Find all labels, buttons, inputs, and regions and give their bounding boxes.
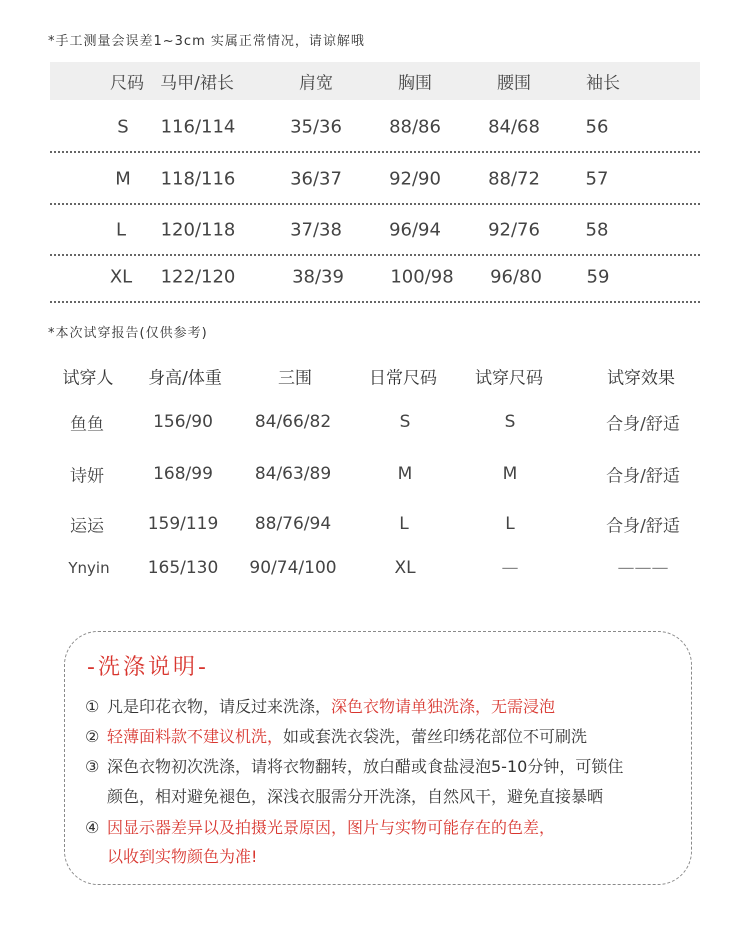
fit-size-cell: — bbox=[501, 558, 519, 578]
wash-item-3-cont bbox=[85, 784, 603, 807]
length-cell: 116/114 bbox=[160, 116, 236, 138]
size-table-header bbox=[50, 62, 700, 100]
item-number: ④ bbox=[85, 818, 100, 837]
header-measurements: 三围 bbox=[278, 368, 312, 389]
fitting-table-header bbox=[50, 356, 700, 396]
table-row bbox=[50, 204, 700, 256]
header-height-weight: 身高/体重 bbox=[148, 368, 222, 389]
item-number: ① bbox=[85, 697, 100, 716]
chest-cell: 92/90 bbox=[389, 168, 441, 190]
height-weight-cell: 159/119 bbox=[147, 514, 219, 534]
size-cell: M bbox=[115, 168, 131, 190]
shoulder-cell: 37/38 bbox=[290, 219, 342, 241]
measurement-note: *手工测量会误差1~3cm 实属正常情况，请谅解哦 bbox=[48, 34, 365, 49]
tester-cell: Ynyin bbox=[68, 559, 110, 577]
wash-text: 深色衣物初次洗涤，请将衣物翻转，放白醋或食盐浸泡5-10分钟，可锁住 bbox=[107, 757, 624, 776]
sleeve-cell: 57 bbox=[585, 168, 609, 190]
wash-warning: 深色衣物请单独洗涤，无需浸泡 bbox=[331, 697, 556, 716]
wash-warning: 轻薄面料款不建议机洗， bbox=[107, 727, 284, 746]
header-fit-size: 试穿尺码 bbox=[475, 368, 543, 389]
fit-size-cell: L bbox=[505, 514, 515, 534]
chest-cell: 88/86 bbox=[389, 116, 441, 138]
washing-instructions-box bbox=[64, 631, 692, 885]
length-cell: 118/116 bbox=[160, 168, 236, 190]
header-sleeve: 袖长 bbox=[586, 73, 620, 94]
chest-cell: 100/98 bbox=[390, 266, 454, 288]
fitting-report-note: *本次试穿报告(仅供参考) bbox=[48, 326, 208, 341]
fit-size-cell: M bbox=[502, 464, 518, 484]
length-cell: 122/120 bbox=[160, 266, 236, 288]
daily-size-cell: L bbox=[399, 514, 409, 534]
measurements-cell: 90/74/100 bbox=[249, 558, 337, 578]
shoulder-cell: 36/37 bbox=[290, 168, 342, 190]
header-tester: 试穿人 bbox=[62, 368, 114, 389]
wash-item-2 bbox=[85, 724, 587, 747]
table-row bbox=[50, 251, 700, 303]
measurements-cell: 84/63/89 bbox=[254, 464, 332, 484]
chest-cell: 96/94 bbox=[389, 219, 441, 241]
wash-text: 如或套洗衣袋洗，蕾丝印绣花部位不可刷洗 bbox=[283, 727, 588, 746]
table-row bbox=[50, 454, 700, 494]
height-weight-cell: 165/130 bbox=[147, 558, 219, 578]
tester-cell: 运运 bbox=[70, 516, 104, 537]
wash-text: 颜色，相对避免褪色，深浅衣服需分开洗涤，自然风干，避免直接暴晒 bbox=[107, 787, 604, 806]
waist-cell: 84/68 bbox=[488, 116, 540, 138]
waist-cell: 92/76 bbox=[488, 219, 540, 241]
wash-item-4 bbox=[85, 815, 555, 838]
header-shoulder: 肩宽 bbox=[299, 73, 333, 94]
size-cell: XL bbox=[109, 266, 133, 288]
tester-cell: 诗妍 bbox=[70, 466, 104, 487]
table-row bbox=[50, 548, 700, 588]
daily-size-cell: M bbox=[397, 464, 413, 484]
tester-cell: 鱼鱼 bbox=[70, 414, 104, 435]
daily-size-cell: S bbox=[399, 412, 411, 432]
sleeve-cell: 58 bbox=[585, 219, 609, 241]
wash-item-1 bbox=[85, 694, 555, 717]
fit-result-cell: 合身/舒适 bbox=[606, 414, 680, 435]
header-size: 尺码 bbox=[110, 73, 144, 94]
table-row bbox=[50, 101, 700, 153]
size-cell: S bbox=[117, 116, 129, 138]
measurements-cell: 84/66/82 bbox=[254, 412, 332, 432]
daily-size-cell: XL bbox=[394, 558, 416, 578]
length-cell: 120/118 bbox=[160, 219, 236, 241]
wash-text: 凡是印花衣物，请反过来洗涤， bbox=[107, 697, 332, 716]
shoulder-cell: 35/36 bbox=[290, 116, 342, 138]
fit-result-cell: 合身/舒适 bbox=[606, 516, 680, 537]
item-number: ② bbox=[85, 727, 100, 746]
fit-result-cell: 合身/舒适 bbox=[606, 466, 680, 487]
item-number: ③ bbox=[85, 757, 100, 776]
header-daily-size: 日常尺码 bbox=[369, 368, 437, 389]
height-weight-cell: 156/90 bbox=[153, 412, 213, 432]
waist-cell: 96/80 bbox=[490, 266, 542, 288]
table-row bbox=[50, 153, 700, 205]
wash-warning: 以收到实物颜色为准! bbox=[107, 847, 258, 866]
table-row bbox=[50, 504, 700, 544]
header-length: 马甲/裙长 bbox=[160, 73, 234, 94]
height-weight-cell: 168/99 bbox=[153, 464, 213, 484]
header-fit-result: 试穿效果 bbox=[607, 368, 675, 389]
wash-item-4-cont bbox=[85, 844, 257, 867]
fit-result-cell: ——— bbox=[617, 558, 669, 578]
header-waist: 腰围 bbox=[497, 73, 531, 94]
washing-title: -洗涤说明- bbox=[87, 655, 209, 680]
measurements-cell: 88/76/94 bbox=[254, 514, 332, 534]
sleeve-cell: 59 bbox=[586, 266, 610, 288]
wash-warning: 因显示器差异以及拍摄光景原因，图片与实物可能存在的色差， bbox=[107, 818, 556, 837]
header-chest: 胸围 bbox=[398, 73, 432, 94]
fit-size-cell: S bbox=[504, 412, 516, 432]
sleeve-cell: 56 bbox=[585, 116, 609, 138]
waist-cell: 88/72 bbox=[488, 168, 540, 190]
size-cell: L bbox=[115, 219, 127, 241]
table-row bbox=[50, 402, 700, 442]
shoulder-cell: 38/39 bbox=[292, 266, 344, 288]
wash-item-3 bbox=[85, 754, 623, 777]
